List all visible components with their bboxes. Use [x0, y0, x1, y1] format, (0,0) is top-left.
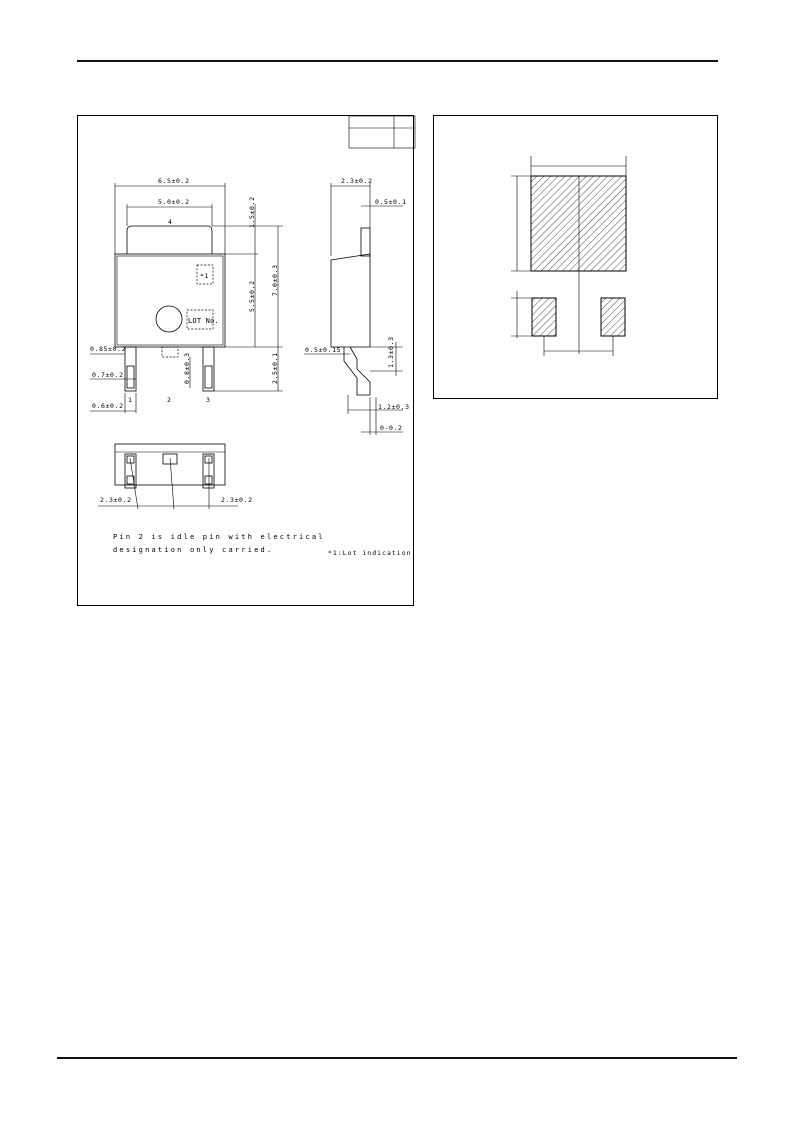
pin-label-4: 4 [168, 218, 173, 226]
dim-pitch-left: 2.3±0.2 [100, 496, 132, 504]
land-pattern-drawing [434, 116, 719, 400]
top-view [90, 177, 283, 413]
footnote-lot-indication: *1:Lot indication [328, 549, 412, 557]
lead-land-pad-3 [601, 298, 625, 336]
pin-label-3: 3 [206, 396, 211, 404]
dim-tab-height: 1.5±0.2 [248, 196, 256, 228]
title-block [349, 116, 415, 148]
dim-pitch-right: 2.3±0.2 [221, 496, 253, 504]
dim-coplanarity: 0-0.2 [380, 424, 403, 432]
tab-land-pad [531, 176, 626, 271]
dim-center-lead: 0.8±0.3 [183, 352, 191, 384]
footer-rule [57, 1057, 737, 1059]
dim-tab-width: 5.0±0.2 [158, 198, 190, 206]
land-pattern-panel [433, 115, 718, 399]
dim-lead-width-top: 0.7±0.2 [92, 371, 124, 379]
dim-tab-lead-thickness: 0.5±0.1 [375, 198, 407, 206]
package-body [115, 254, 225, 347]
dim-standoff: 0.85±0.2 [90, 345, 127, 353]
dim-body-thickness: 2.3±0.2 [341, 177, 373, 185]
dim-body-width: 6.5±0.2 [158, 177, 190, 185]
note-line-2: designation only carried. [113, 546, 274, 554]
dim-lead-width-bottom: 0.6±0.2 [92, 402, 124, 410]
package-outline-drawing [78, 116, 415, 607]
bottom-view [98, 444, 253, 509]
lead-land-pad-1 [532, 298, 556, 336]
note-line-1: Pin 2 is idle pin with electrical [113, 533, 325, 541]
dim-foot-length: 1.2±0.3 [378, 403, 410, 411]
side-view [304, 177, 410, 435]
pin-label-2: 2 [167, 396, 172, 404]
ejector-mark [156, 306, 182, 332]
dim-lead-length: 2.5±0.1 [271, 352, 279, 384]
package-tab [127, 226, 212, 254]
dim-total-height: 7.0±0.3 [271, 264, 279, 296]
header-rule [77, 60, 718, 62]
dim-body-height: 5.5±0.2 [248, 280, 256, 312]
package-outline-panel [77, 115, 414, 606]
lead-2 [162, 347, 178, 357]
dim-foot-height: 1.3±0.3 [387, 336, 395, 368]
pin-label-1: 1 [128, 396, 133, 404]
side-body [331, 254, 370, 347]
dim-lead-thickness: 0.5±0.15 [305, 346, 342, 354]
lot-indicator-mark: *1 [200, 272, 210, 280]
lot-no-text: LOT No. [188, 317, 219, 325]
